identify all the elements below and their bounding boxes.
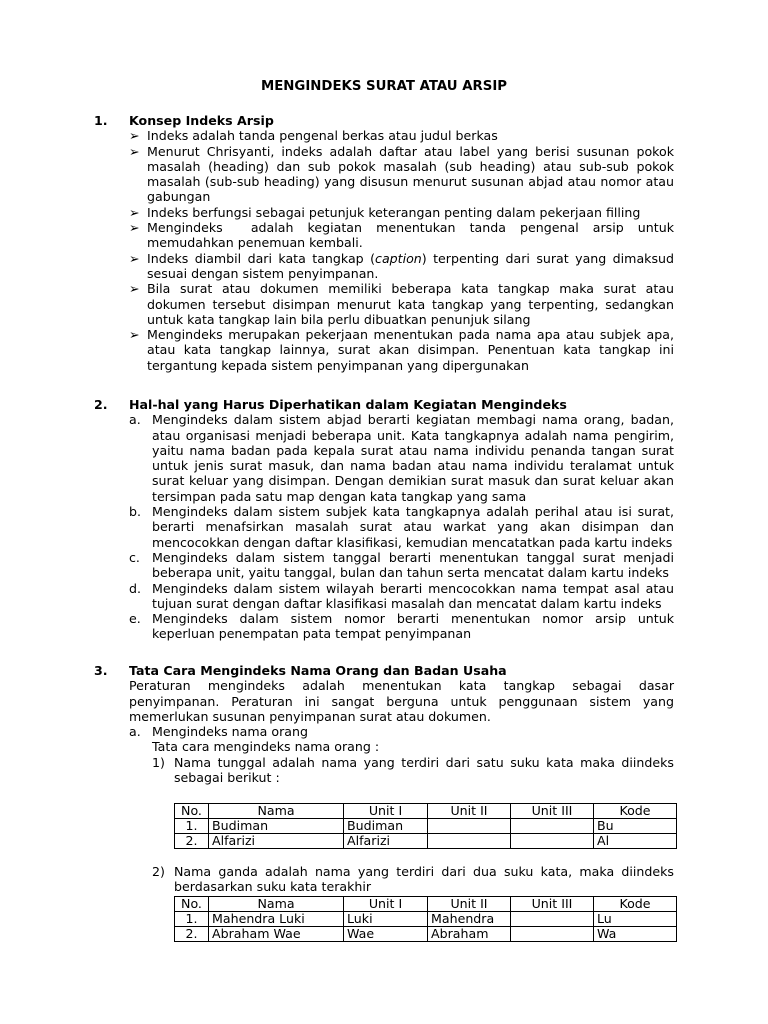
page-title: MENGINDEKS SURAT ATAU ARSIP [260, 79, 508, 94]
bullet-item: ➢ Menurut Chrisyanti, indeks adalah daftar atau label yang berisi susunan pokok masalah (heading) dan sub pokok masalah (sub heading) atau sub-sub pokok masalah (sub-sub heading) yang disusun menurut susunan abjad atau nomor atau gabungan [129, 143, 674, 205]
section-title: Konsep Indeks Arsip [129, 113, 274, 128]
header-cell: Nama [209, 897, 344, 912]
table-row: 2. Abraham Wae Wae Abraham Wa [175, 927, 677, 942]
caption-term: caption [375, 250, 422, 266]
header-cell: No. [175, 897, 209, 912]
table-row: 1. Budiman Budiman Bu [175, 819, 677, 834]
section-number: 3. [94, 663, 108, 678]
list-item: b. Mengindeks dalam sistem subjek kata tangkapnya adalah perihal atau isi surat, berarti menafsirkan masalah surat atau warkat yang akan disimpan dan mencocokkan dengan daftar klasifikasi, kemudian mencatatkan pada kartu indeks [129, 504, 674, 550]
header-cell: Kode [594, 804, 677, 819]
list-item: d. Mengindeks dalam sistem wilayah berarti mencocokkan nama tempat asal atau tujuan surat dengan daftar klasifikasi masalah dan mencatat dalam kartu indeks [129, 580, 674, 611]
header-cell: Unit I [344, 804, 428, 819]
section-number: 1. [94, 113, 108, 128]
section-3-continued [94, 864, 674, 895]
list-item: c. Mengindeks dalam sistem tanggal berarti menentukan tanggal surat menjadi beberapa unit, yaitu tanggal, bulan dan tahun serta mencatat dalam kartu indeks [129, 549, 674, 581]
intro-paragraph: Peraturan mengindeks adalah menentukan kata tangkap sebagai dasar penyimpanan. Peraturan ini sangat berguna untuk penggunaan sistem yang memerlukan susunan penyimpanan surat atau dokumen. [129, 678, 674, 724]
section-1-heading [94, 113, 674, 128]
bullet-item: ➢ Bila surat atau dokumen memiliki beberapa kata tangkap maka surat atau dokumen tersebut disimpan menurut kata tangkap yang terpenting, sedangkan untuk kata tangkap lain bila perlu dibuatkan penunjuk silang [129, 281, 674, 327]
arrow-bullet-icon: ➢ [129, 204, 140, 220]
numbered-item: 1) Nama tunggal adalah nama yang terdiri dari satu suku kata maka diindeks sebagai berikut : [152, 754, 674, 786]
bullet-item: ➢ Indeks diambil dari kata tangkap (caption) terpenting dari surat yang dimaksud sesuai dengan sistem penyimpanan. [129, 250, 674, 281]
bullet-item: ➢ Indeks adalah tanda pengenal berkas atau judul berkas [129, 128, 498, 144]
header-cell: Unit II [428, 804, 511, 819]
bullet-item: ➢ Mengindeks merupakan pekerjaan menentukan pada nama apa atau subjek apa, atau kata tangkap lainnya, surat akan disimpan. Penentuan kata tangkap ini tergantung kepada sistem penyimpanan yang dipergunakan [129, 327, 674, 373]
sub-heading: Tata cara mengindeks nama orang : [152, 739, 380, 755]
header-cell: Unit III [511, 897, 594, 912]
header-cell: Unit II [428, 897, 511, 912]
list-item: a. Mengindeks dalam sistem abjad berarti kegiatan membagi nama orang, badan, atau organisasi menjadi beberapa unit. Kata tangkapnya adalah nama pengirim, yaitu nama badan pada kepala surat atau nama individu penanda tangan surat untuk jenis surat masuk, dan nama badan atau nama individu teralamat untuk surat keluar yang disimpan. Dengan demikian surat masuk dan surat keluar akan tersimpan pada satu map dengan kata tangkap yang sama [129, 412, 674, 504]
section-1 [94, 113, 679, 373]
list-item: a. Mengindeks nama orang [129, 724, 308, 740]
arrow-bullet-icon: ➢ [129, 281, 140, 297]
arrow-bullet-icon: ➢ [129, 327, 140, 343]
table-header-row [175, 897, 677, 912]
section-title: Hal-hal yang Harus Diperhatikan dalam Kegiatan Mengindeks [129, 397, 567, 412]
numbered-item: 2) Nama ganda adalah nama yang terdiri dari dua suku kata, maka diindeks berdasarkan suku kata terakhir [152, 864, 674, 895]
section-title: Tata Cara Mengindeks Nama Orang dan Badan Usaha [129, 663, 507, 678]
arrow-bullet-icon: ➢ [129, 143, 140, 159]
table-header-row [175, 804, 677, 819]
header-cell: Unit I [344, 897, 428, 912]
section-3-heading [94, 663, 674, 678]
arrow-bullet-icon: ➢ [129, 220, 140, 236]
bullet-item: ➢ Mengindeks adalah kegiatan menentukan tanda pengenal arsip untuk memudahkan penemuan kembali. [129, 220, 679, 251]
section-number: 2. [94, 397, 108, 412]
section-2-heading [94, 397, 674, 412]
section-3 [94, 663, 674, 785]
section-2 [94, 397, 674, 642]
header-cell: Nama [209, 804, 344, 819]
header-cell: No. [175, 804, 209, 819]
arrow-bullet-icon: ➢ [129, 250, 140, 266]
header-cell: Kode [594, 897, 677, 912]
header-cell: Unit III [511, 804, 594, 819]
bullet-item: ➢ Indeks berfungsi sebagai petunjuk keterangan penting dalam pekerjaan filling [129, 204, 641, 220]
table-row: 1. Mahendra Luki Luki Mahendra Lu [175, 912, 677, 927]
arrow-bullet-icon: ➢ [129, 128, 140, 144]
list-item: e. Mengindeks dalam sistem nomor berarti menentukan nomor arsip untuk keperluan penempatan pata tempat penyimpanan [129, 611, 674, 642]
index-table-double-names [174, 896, 677, 942]
table-row: 2. Alfarizi Alfarizi Al [175, 834, 677, 849]
index-table-single-names [174, 803, 677, 849]
